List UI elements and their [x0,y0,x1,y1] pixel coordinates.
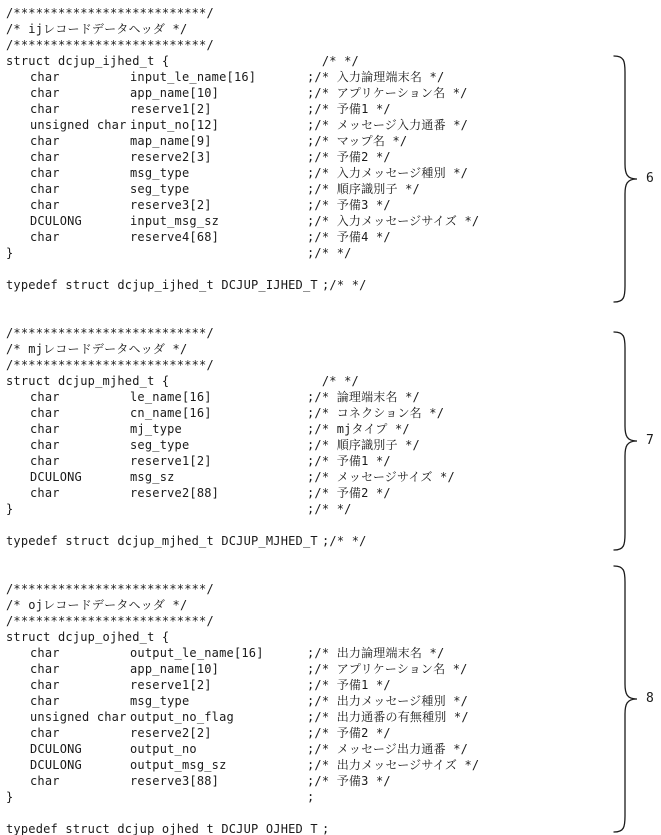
field-type: char [30,70,60,84]
code-line [0,278,600,294]
field-name: output_no_flag [130,710,234,724]
field-type: char [30,86,60,100]
field-type: char [30,134,60,148]
field-comment: ;/* 論理端末名 */ [307,390,420,404]
field-comment: ;/* 予備1 */ [307,454,391,468]
code-line [0,182,600,198]
field-name: mj_type [130,422,182,436]
curly-brace-icon [608,330,640,552]
code-line [0,726,600,742]
struct-open: struct dcjup_ojhed_t { [6,630,170,644]
struct-open-comment: /* */ [307,54,359,68]
field-comment: ;/* 予備3 */ [307,774,391,788]
comment-banner: /**************************/ [6,614,214,628]
code-line [0,134,600,150]
field-comment: ;/* アプリケーション名 */ [307,662,468,676]
curly-brace-icon [608,564,640,834]
code-line [0,38,600,54]
field-name: reserve1[2] [130,678,212,692]
code-line [0,198,600,214]
comment-banner: /**************************/ [6,358,214,372]
code-line [0,214,600,230]
code-line [0,6,600,22]
field-comment: ;/* 入力論理端末名 */ [307,70,445,84]
code-line [0,486,600,502]
field-type: char [30,646,60,660]
field-name: app_name[10] [130,86,220,100]
field-type: char [30,198,60,212]
field-name: reserve2[3] [130,150,212,164]
code-line [0,822,600,835]
code-line [0,230,600,246]
field-comment: ;/* 出力論理端末名 */ [307,646,445,660]
field-type: unsigned char [30,118,127,132]
code-line [0,790,600,806]
brace-label: 8 [646,691,654,706]
field-comment: ;/* 予備2 */ [307,726,391,740]
field-comment: ;/* メッセージ出力通番 */ [307,742,469,756]
code-line [0,662,600,678]
typedef-line: typedef struct dcjup_mjhed_t DCJUP_MJHED_T [6,534,318,548]
code-line [0,374,600,390]
field-type: DCULONG [30,742,82,756]
field-name: le_name[16] [130,390,212,404]
field-type: char [30,390,60,404]
code-line [0,406,600,422]
field-name: map_name[9] [130,134,212,148]
field-comment: ;/* 入力メッセージ種別 */ [307,166,469,180]
field-name: output_le_name[16] [130,646,264,660]
typedef-line: typedef struct dcjup_ojhed_t DCJUP_OJHED_T [6,822,318,835]
code-line [0,70,600,86]
field-name: msg_sz [130,470,175,484]
field-type: char [30,486,60,500]
comment-banner: /**************************/ [6,326,214,340]
field-comment: ;/* 予備2 */ [307,486,391,500]
field-name: msg_type [130,166,190,180]
code-line [0,422,600,438]
brace-group-ij [608,54,661,304]
code-line [0,22,600,38]
struct-open-comment: /* */ [307,374,359,388]
typedef-comment: ;/* */ [322,278,367,292]
code-line [0,742,600,758]
field-comment: ;/* mjタイプ */ [307,422,410,436]
comment-banner: /**************************/ [6,38,214,52]
code-line [0,470,600,486]
field-comment: ;/* メッセージ入力通番 */ [307,118,469,132]
code-line [0,614,600,630]
code-line [0,246,600,262]
field-name: app_name[10] [130,662,220,676]
brace-group-oj [608,564,661,834]
brace-label: 6 [646,171,654,186]
code-line [0,390,600,406]
code-line [0,694,600,710]
field-comment: ;/* 予備4 */ [307,230,391,244]
struct-open: struct dcjup_mjhed_t { [6,374,170,388]
field-comment: ;/* コネクション名 */ [307,406,445,420]
brace-label: 7 [646,433,654,448]
field-name: input_msg_sz [130,214,220,228]
code-line [0,710,600,726]
code-line [0,342,600,358]
code-line [0,582,600,598]
code-line [0,102,600,118]
code-line [0,358,600,374]
field-type: char [30,662,60,676]
typedef-comment: ;/* */ [322,534,367,548]
field-name: output_msg_sz [130,758,227,772]
field-name: output_no [130,742,197,756]
field-comment: ;/* 予備3 */ [307,198,391,212]
code-line [0,534,600,550]
field-type: char [30,182,60,196]
field-comment: ;/* 予備1 */ [307,678,391,692]
comment-banner: /**************************/ [6,582,214,596]
field-name: reserve1[2] [130,454,212,468]
typedef-line: typedef struct dcjup_ijhed_t DCJUP_IJHED_T [6,278,318,292]
field-comment: ;/* 入力メッセージサイズ */ [307,214,480,228]
field-name: reserve4[68] [130,230,220,244]
code-line [0,150,600,166]
close-comment: ; [307,790,315,804]
field-type: char [30,102,60,116]
field-type: char [30,230,60,244]
code-line [0,598,600,614]
field-type: char [30,454,60,468]
code-line [0,166,600,182]
field-type: char [30,726,60,740]
code-line [0,630,600,646]
field-name: reserve1[2] [130,102,212,116]
brace-group-mj [608,330,661,552]
code-line [0,54,600,70]
field-comment: ;/* 予備1 */ [307,102,391,116]
curly-brace-icon [608,54,640,304]
field-comment: ;/* メッセージサイズ */ [307,470,455,484]
field-comment: ;/* マップ名 */ [307,134,408,148]
field-comment: ;/* 出力メッセージ種別 */ [307,694,469,708]
field-name: reserve3[88] [130,774,220,788]
code-line [0,502,600,518]
field-name: msg_type [130,694,190,708]
field-type: DCULONG [30,758,82,772]
field-type: char [30,438,60,452]
code-line [0,438,600,454]
field-comment: ;/* 順序識別子 */ [307,438,420,452]
field-name: input_le_name[16] [130,70,257,84]
code-line [0,454,600,470]
field-type: DCULONG [30,470,82,484]
close-brace: } [6,790,14,804]
field-comment: ;/* 順序識別子 */ [307,182,420,196]
field-type: unsigned char [30,710,127,724]
field-type: char [30,678,60,692]
code-line [0,326,600,342]
field-name: reserve3[2] [130,198,212,212]
field-comment: ;/* 出力メッセージサイズ */ [307,758,480,772]
close-comment: ;/* */ [307,502,352,516]
field-name: input_no[12] [130,118,220,132]
code-line [0,646,600,662]
code-line [0,758,600,774]
code-line [0,118,600,134]
code-line [0,678,600,694]
field-type: char [30,166,60,180]
field-name: seg_type [130,438,190,452]
field-comment: ;/* 予備2 */ [307,150,391,164]
comment-title: /* mjレコードデータヘッダ */ [6,342,188,356]
field-type: char [30,694,60,708]
field-name: reserve2[2] [130,726,212,740]
field-type: char [30,150,60,164]
comment-title: /* ojレコードデータヘッダ */ [6,598,188,612]
field-comment: ;/* 出力通番の有無種別 */ [307,710,469,724]
close-comment: ;/* */ [307,246,352,260]
code-line [0,86,600,102]
field-type: char [30,406,60,420]
field-type: char [30,774,60,788]
comment-banner: /**************************/ [6,6,214,20]
typedef-comment: ; [322,822,330,835]
field-name: cn_name[16] [130,406,212,420]
field-name: seg_type [130,182,190,196]
comment-title: /* ijレコードデータヘッダ */ [6,22,188,36]
field-type: DCULONG [30,214,82,228]
close-brace: } [6,246,14,260]
field-comment: ;/* アプリケーション名 */ [307,86,468,100]
struct-open: struct dcjup_ijhed_t { [6,54,170,68]
field-type: char [30,422,60,436]
close-brace: } [6,502,14,516]
code-line [0,774,600,790]
field-name: reserve2[88] [130,486,220,500]
